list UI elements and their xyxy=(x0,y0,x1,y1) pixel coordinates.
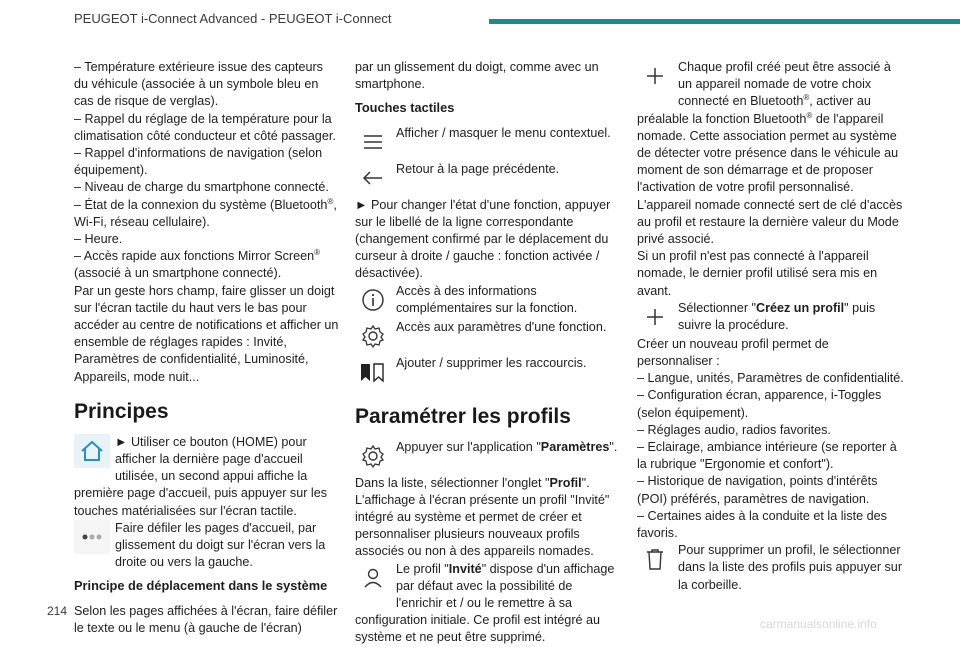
section-title-profils: Paramétrer les profils xyxy=(355,404,571,428)
subtitle-deplacement: Principe de déplacement dans le système xyxy=(74,578,328,594)
bullet-heure: – Heure. xyxy=(74,232,123,247)
back-paragraph: Retour à la page précédente. xyxy=(355,161,621,178)
column-3 xyxy=(637,59,905,594)
list-paragraph: Dans la liste, sélectionner l'onglet "Profil". L'affichage à l'écran présente un profil "Invité" intégré au système et permet de créer et personnaliser plusieurs nouveaux profils associés ou non à des appareils nomades. xyxy=(355,475,610,559)
continuation-paragraph: par un glissement du doigt, comme avec un smartphone. xyxy=(355,60,599,92)
bullet-connexion: – État de la connexion du système (Bluetooth®, Wi-Fi, réseau cellulaire). xyxy=(74,196,337,229)
plus-icon xyxy=(637,300,673,334)
list-item: – Historique de navigation, points d'intérêts (POI) préférés, paramètres de navigation. xyxy=(637,474,878,506)
user-profile-icon xyxy=(355,561,391,595)
selon-paragraph: Selon les pages affichées à l'écran, faire défiler le texte ou le menu (à gauche de l'écran) xyxy=(74,603,338,635)
list-item: – Eclairage, ambiance intérieure (se reporter à la rubrique "Ergonomie et confort"). xyxy=(637,440,897,472)
home-icon xyxy=(74,434,110,468)
page-dots-icon xyxy=(74,520,110,554)
change-state-paragraph: ► Pour changer l'état d'une fonction, appuyer sur le libellé de la ligne correspondante (changement confirmé par le déplacement du curseur à droite / gauche : fonction activée / désactivée). xyxy=(355,197,611,281)
home-paragraph: ► Utiliser ce bouton (HOME) pour afficher la dernière page d'accueil utilisée, un second appui affiche la première page d'accueil, puis appuyer sur les touches matérialisées sur l'écran tactile. xyxy=(74,434,328,518)
page-number: 214 xyxy=(47,604,68,618)
plus-icon xyxy=(637,59,673,93)
list-item: – Certaines aides à la conduite et la liste des favoris. xyxy=(637,508,887,541)
trash-icon xyxy=(637,542,673,576)
bullet-navigation: – Rappel d'informations de navigation (selon équipement). xyxy=(74,146,323,178)
subtitle-touches-tactiles: Touches tactiles xyxy=(355,100,455,116)
select-paragraph: Sélectionner "Créez un profil" puis suivre la procédure. xyxy=(637,300,905,334)
delete-paragraph: Pour supprimer un profil, le sélectionner dans la liste des profils puis appuyer sur la corbeille. xyxy=(637,542,905,594)
bookmark-icon xyxy=(355,355,391,389)
page-header xyxy=(0,0,960,40)
list-item: – Configuration écran, apparence, i-Toggles (selon équipement). xyxy=(637,388,882,420)
key-paragraph: L'appareil nomade connecté sert de clé d'accès au profil et restaure la dernière valeur du Mode privé associé. xyxy=(637,197,903,247)
section-title-principes: Principes xyxy=(74,399,169,423)
pages-paragraph: Faire défiler les pages d'accueil, par glissement du doigt sur l'écran vers la droite ou vers la gauche. xyxy=(74,520,340,572)
back-arrow-icon xyxy=(355,161,391,195)
gear-icon xyxy=(355,319,391,353)
bullet-temperature: – Température extérieure issue des capteurs du véhicule (associée à un symbole bleu en cas de risque de verglas). xyxy=(74,60,323,109)
header-accent-bar xyxy=(489,19,960,24)
bullet-climatisation: – Rappel du réglage de la température pour la climatisation côté conducteur et côté passager. xyxy=(74,111,336,143)
menu-paragraph: Afficher / masquer le menu contextuel. xyxy=(355,125,621,142)
list-item: – Langue, unités, Paramètres de confidentialité. xyxy=(637,371,904,386)
column-1 xyxy=(74,59,340,637)
hamburger-menu-icon xyxy=(355,125,391,159)
create-paragraph: Créer un nouveau profil permet de personnaliser : xyxy=(637,336,829,369)
guest-paragraph: Le profil "Invité" dispose d'un affichage par défaut avec la possibilité de l'enrichir et / ou le remettre à sa configuration initiale. Ce profil est intégré au système et ne peut être supprimé. xyxy=(355,561,615,645)
not-connected-paragraph: Si un profil n'est pas connecté à l'appareil nomade, le dernier profil utilisé sera mis en avant. xyxy=(637,249,878,298)
watermark: carmanualsonline.info xyxy=(760,617,877,631)
association-paragraph: Chaque profil créé peut être associé à un appareil nomade de votre choix connecté en Bluetooth®, activer au préalable la fonction Bluetooth® de l'appareil nomade. Cette association permet au système de détecter votre présence dans le véhicule au moment de son démarrage et de proposer l'activation de votre profil personnalisé. xyxy=(637,60,899,195)
bullet-mirror-screen: – Accès rapide aux fonctions Mirror Screen® (associé à un smartphone connecté). xyxy=(74,248,320,281)
column-2 xyxy=(355,59,621,647)
info-icon xyxy=(355,283,391,317)
params-paragraph: Accès aux paramètres d'une fonction. xyxy=(355,319,621,336)
shortcut-paragraph: Ajouter / supprimer les raccourcis. xyxy=(355,355,621,372)
gear-icon xyxy=(355,439,391,473)
bullet-charge: – Niveau de charge du smartphone connecté. xyxy=(74,180,329,195)
header-title: PEUGEOT i-Connect Advanced - PEUGEOT i-Connect xyxy=(74,11,392,26)
info-paragraph: Accès à des informations complémentaires sur la fonction. xyxy=(355,283,621,317)
list-item: – Réglages audio, radios favorites. xyxy=(637,422,831,437)
gesture-paragraph: Par un geste hors champ, faire glisser un doigt sur l'écran tactile du haut vers le bas pour accéder au centre de notifications et afficher un ensemble de réglages rapides : Invité, Paramètres de confidentialité, Luminosité, Appareils, mode nuit... xyxy=(74,283,339,384)
app-paragraph: Appuyer sur l'application "Paramètres". xyxy=(355,439,621,456)
